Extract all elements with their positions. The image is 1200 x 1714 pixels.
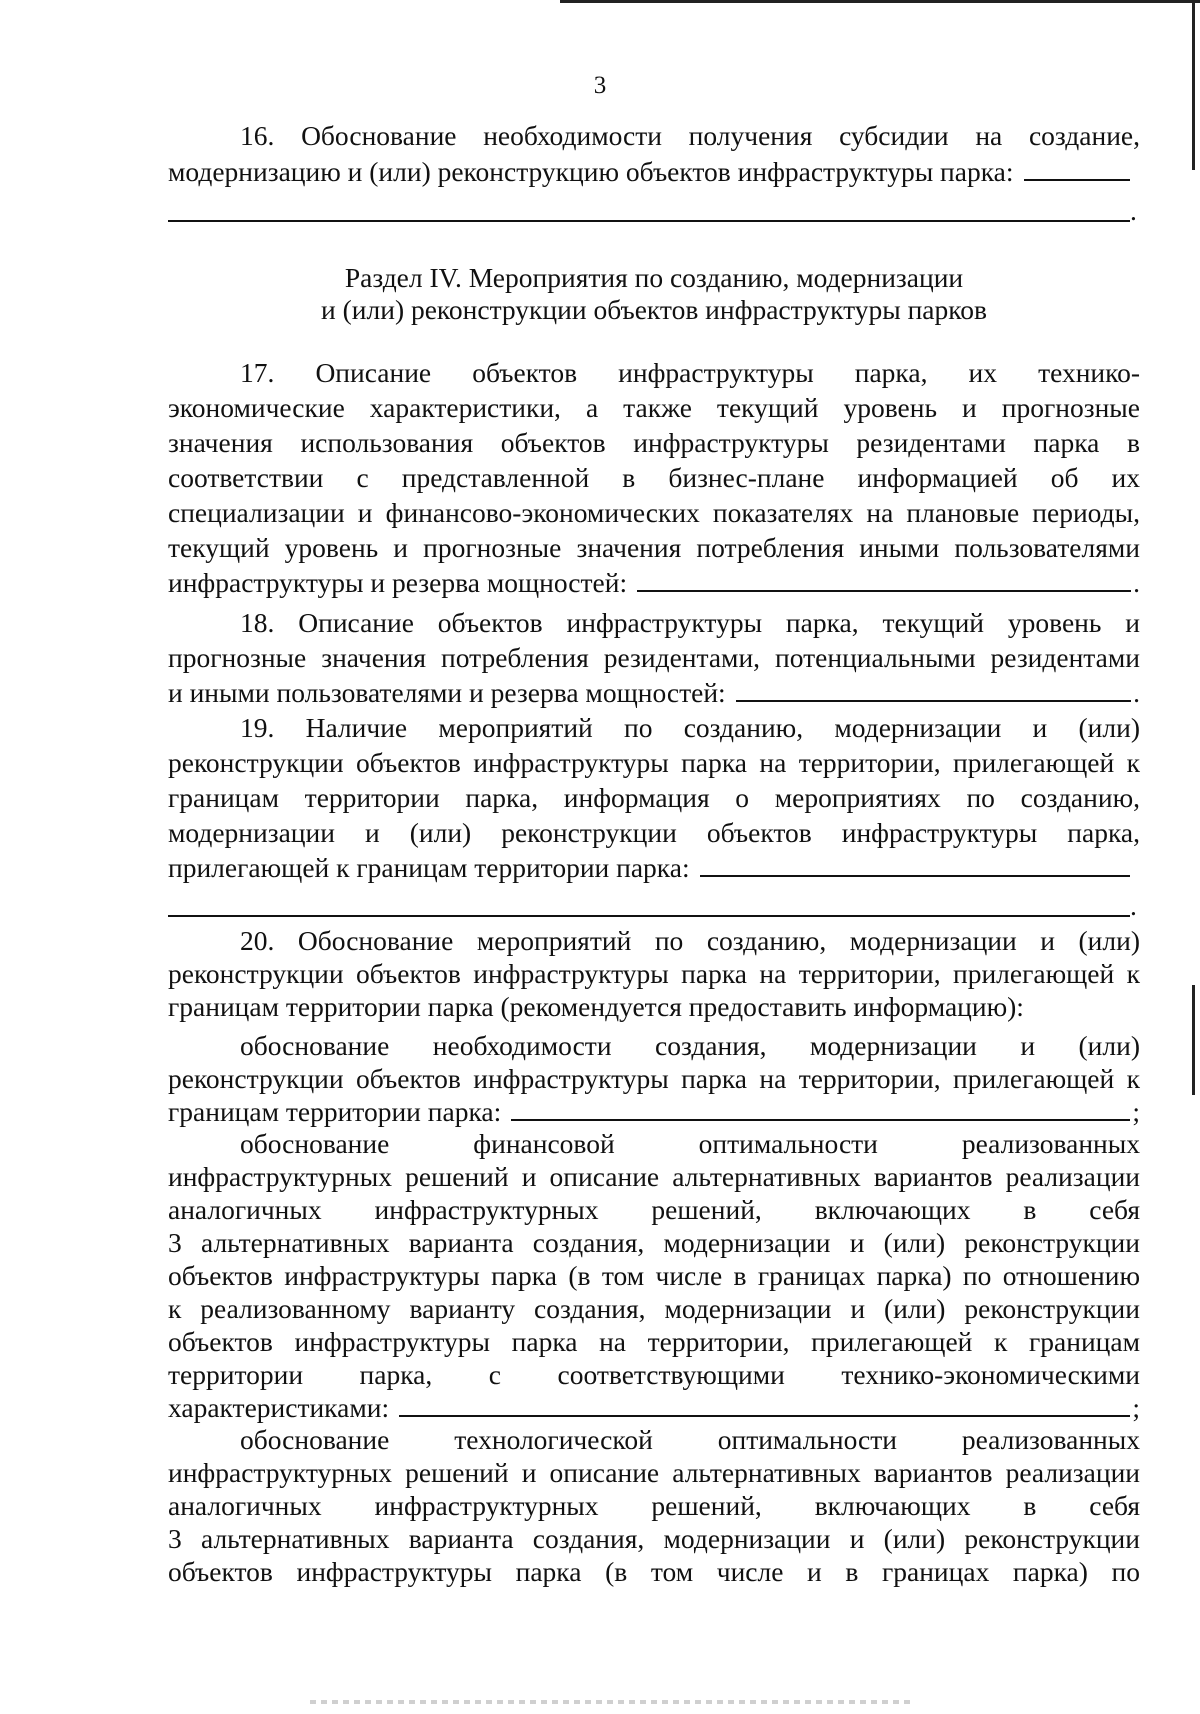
p20c-line-1: обоснование технологической оптимальности реализованных [240,1424,1140,1455]
p19-line-1: 19. Наличие мероприятий по созданию, модернизации и (или) [240,712,1140,743]
p20b-line-5: объектов инфраструктуры парка (в том числе в границах парка) по отношению [168,1260,1140,1291]
p17-line-1: 17. Описание объектов инфраструктуры парка, их технико- [240,357,1140,388]
p19-line-4: модернизации и (или) реконструкции объектов инфраструктуры парка, [168,817,1140,848]
page-number: 3 [593,72,607,99]
p20-line-1: 20. Обоснование мероприятий по созданию, модернизации и (или) [240,925,1140,956]
p20b-line-4: 3 альтернативных варианта создания, модернизации и (или) реконструкции [168,1227,1140,1258]
p16-blank-rule [168,220,1130,222]
p20c-line-5: объектов инфраструктуры парка (в том числе и в границах парка) по [168,1556,1140,1587]
p17-line-2: экономические характеристики, а также текущий уровень и прогнозные [168,392,1140,423]
p18-line-2: прогнозные значения потребления резидентами, потенциальными резидентами [168,642,1140,673]
p19-blank-field [700,853,1130,877]
p16-line-2-text: модернизацию и (или) реконструкцию объектов инфраструктуры парка: [168,156,1014,187]
p20b-line-7: объектов инфраструктуры парка на территории, прилегающей к границам [168,1326,1140,1357]
p16-line-1: 16. Обоснование необходимости получения субсидии на создание, [240,120,1140,151]
p20c-line-2: инфраструктурных решений и описание альтернативных вариантов реализации [168,1457,1140,1488]
p20b-end: ; [1132,1392,1140,1423]
p19-blank-rule [168,915,1130,917]
p17-line-7 [168,566,1140,600]
scan-edge-right-mid [1192,985,1195,1095]
p17-blank-field [637,568,1131,592]
p16-end-dot: . [1130,195,1137,226]
scan-edge-top [560,0,1200,3]
p20a-line-2: реконструкции объектов инфраструктуры парка на территории, прилегающей к [168,1063,1140,1094]
p20a-last-text: границам территории парка: [168,1096,502,1127]
p20b-line-8: территории парка, с соответствующими технико-экономическими [168,1359,1140,1390]
p16-blank-field [1024,157,1130,181]
p18-line-1: 18. Описание объектов инфраструктуры парка, текущий уровень и [240,607,1140,638]
section-title-line-1: Раздел IV. Мероприятия по созданию, модернизации [344,262,964,293]
p20a-blank-field [511,1097,1130,1121]
p17-line-3: значения использования объектов инфраструктуры резидентами парка в [168,427,1140,458]
p19-last-text: прилегающей к границам территории парка: [168,852,690,883]
p20b-line-9 [168,1391,1140,1425]
p19-line-5 [168,851,1140,885]
p17-last-text: инфраструктуры и резерва мощностей: [168,567,628,598]
p18-blank-field [736,678,1131,702]
p17-line-4: соответствии с представленной в бизнес-плане информацией об их [168,462,1140,493]
p20a-end: ; [1132,1096,1140,1127]
p16-line-2 [168,155,1140,189]
p19-line-2: реконструкции объектов инфраструктуры парка на территории, прилегающей к [168,747,1140,778]
p20b-last-text: характеристиками: [168,1392,390,1423]
p20b-line-2: инфраструктурных решений и описание альтернативных вариантов реализации [168,1161,1140,1192]
p20b-blank-field [399,1393,1130,1417]
p19-end-dot: . [1130,890,1137,921]
section-title-line-2: и (или) реконструкции объектов инфраструктуры парков [321,294,987,325]
p20c-line-4: 3 альтернативных варианта создания, модернизации и (или) реконструкции [168,1523,1140,1554]
p20-line-2: реконструкции объектов инфраструктуры парка на территории, прилегающей к [168,958,1140,989]
p18-end: . [1133,677,1140,708]
p20b-line-6: к реализованному варианту создания, модернизации и (или) реконструкции [168,1293,1140,1324]
p20b-line-1: обоснование финансовой оптимальности реализованных [240,1128,1140,1159]
p20a-line-3 [168,1095,1140,1129]
p17-end: . [1133,567,1140,598]
p17-line-6: текущий уровень и прогнозные значения потребления иными пользователями [168,532,1140,563]
scan-noise-bottom [310,1700,910,1704]
p18-last-text: и иными пользователями и резерва мощностей: [168,677,726,708]
p20a-line-1: обоснование необходимости создания, модернизации и (или) [240,1030,1140,1061]
p19-line-3: границам территории парка, информация о мероприятиях по созданию, [168,782,1140,813]
p20b-line-3: аналогичных инфраструктурных решений, включающих в себя [168,1194,1140,1225]
p20c-line-3: аналогичных инфраструктурных решений, включающих в себя [168,1490,1140,1521]
p17-line-5: специализации и финансово-экономических показателях на плановые периоды, [168,497,1140,528]
p18-line-3 [168,676,1140,710]
p20-line-3: границам территории парка (рекомендуется предоставить информацию): [168,991,1024,1022]
